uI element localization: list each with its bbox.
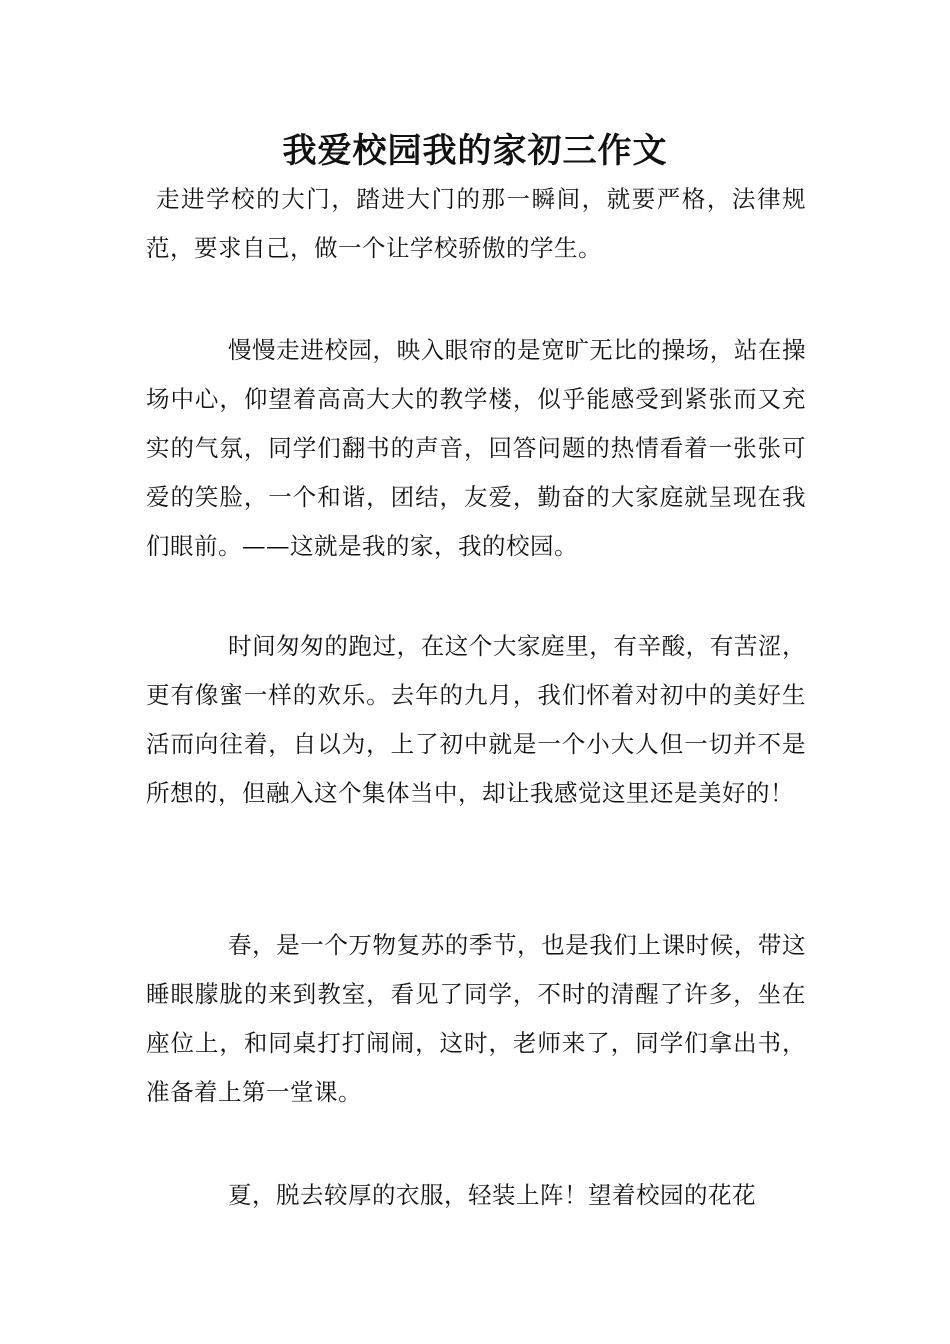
paragraph-2: 慢慢走进校园，映入眼帘的是宽旷无比的操场，站在操场中心，仰望着高高大大的教学楼，似乎能感受到紧张而又充实的气氛，同学们翻书的声音，回答问题的热情看着一张张可爱的笑脸，一个和谐，团结，友爱，勤奋的大家庭就呈现在我们眼前。——这就是我的家，我的校园。 bbox=[146, 336, 806, 560]
paragraph-3: 时间匆匆的跑过，在这个大家庭里，有辛酸，有苦涩，更有像蜜一样的欢乐。去年的九月，我们怀着对初中的美好生活而向往着，自以为，上了初中就是一个小大人但一切并不是所想的，但融入这个集体当中，却让我感觉这里还是美好的！ bbox=[146, 632, 806, 807]
paragraph-1: 走进学校的大门，踏进大门的那一瞬间，就要严格，法律规范，要求自己，做一个让学校骄傲的学生。 bbox=[146, 185, 806, 262]
paragraph-4: 春，是一个万物复苏的季节，也是我们上课时候，带这睡眼朦胧的来到教室，看见了同学，不时的清醒了许多，坐在座位上，和同桌打打闹闹，这时，老师来了，同学们拿出书，准备着上第一堂课。 bbox=[146, 931, 806, 1106]
paragraph-5: 夏，脱去较厚的衣服，轻装上阵！望着校园的花花 bbox=[228, 1181, 756, 1209]
document-title: 我爱校园我的家初三作文 bbox=[282, 131, 668, 171]
